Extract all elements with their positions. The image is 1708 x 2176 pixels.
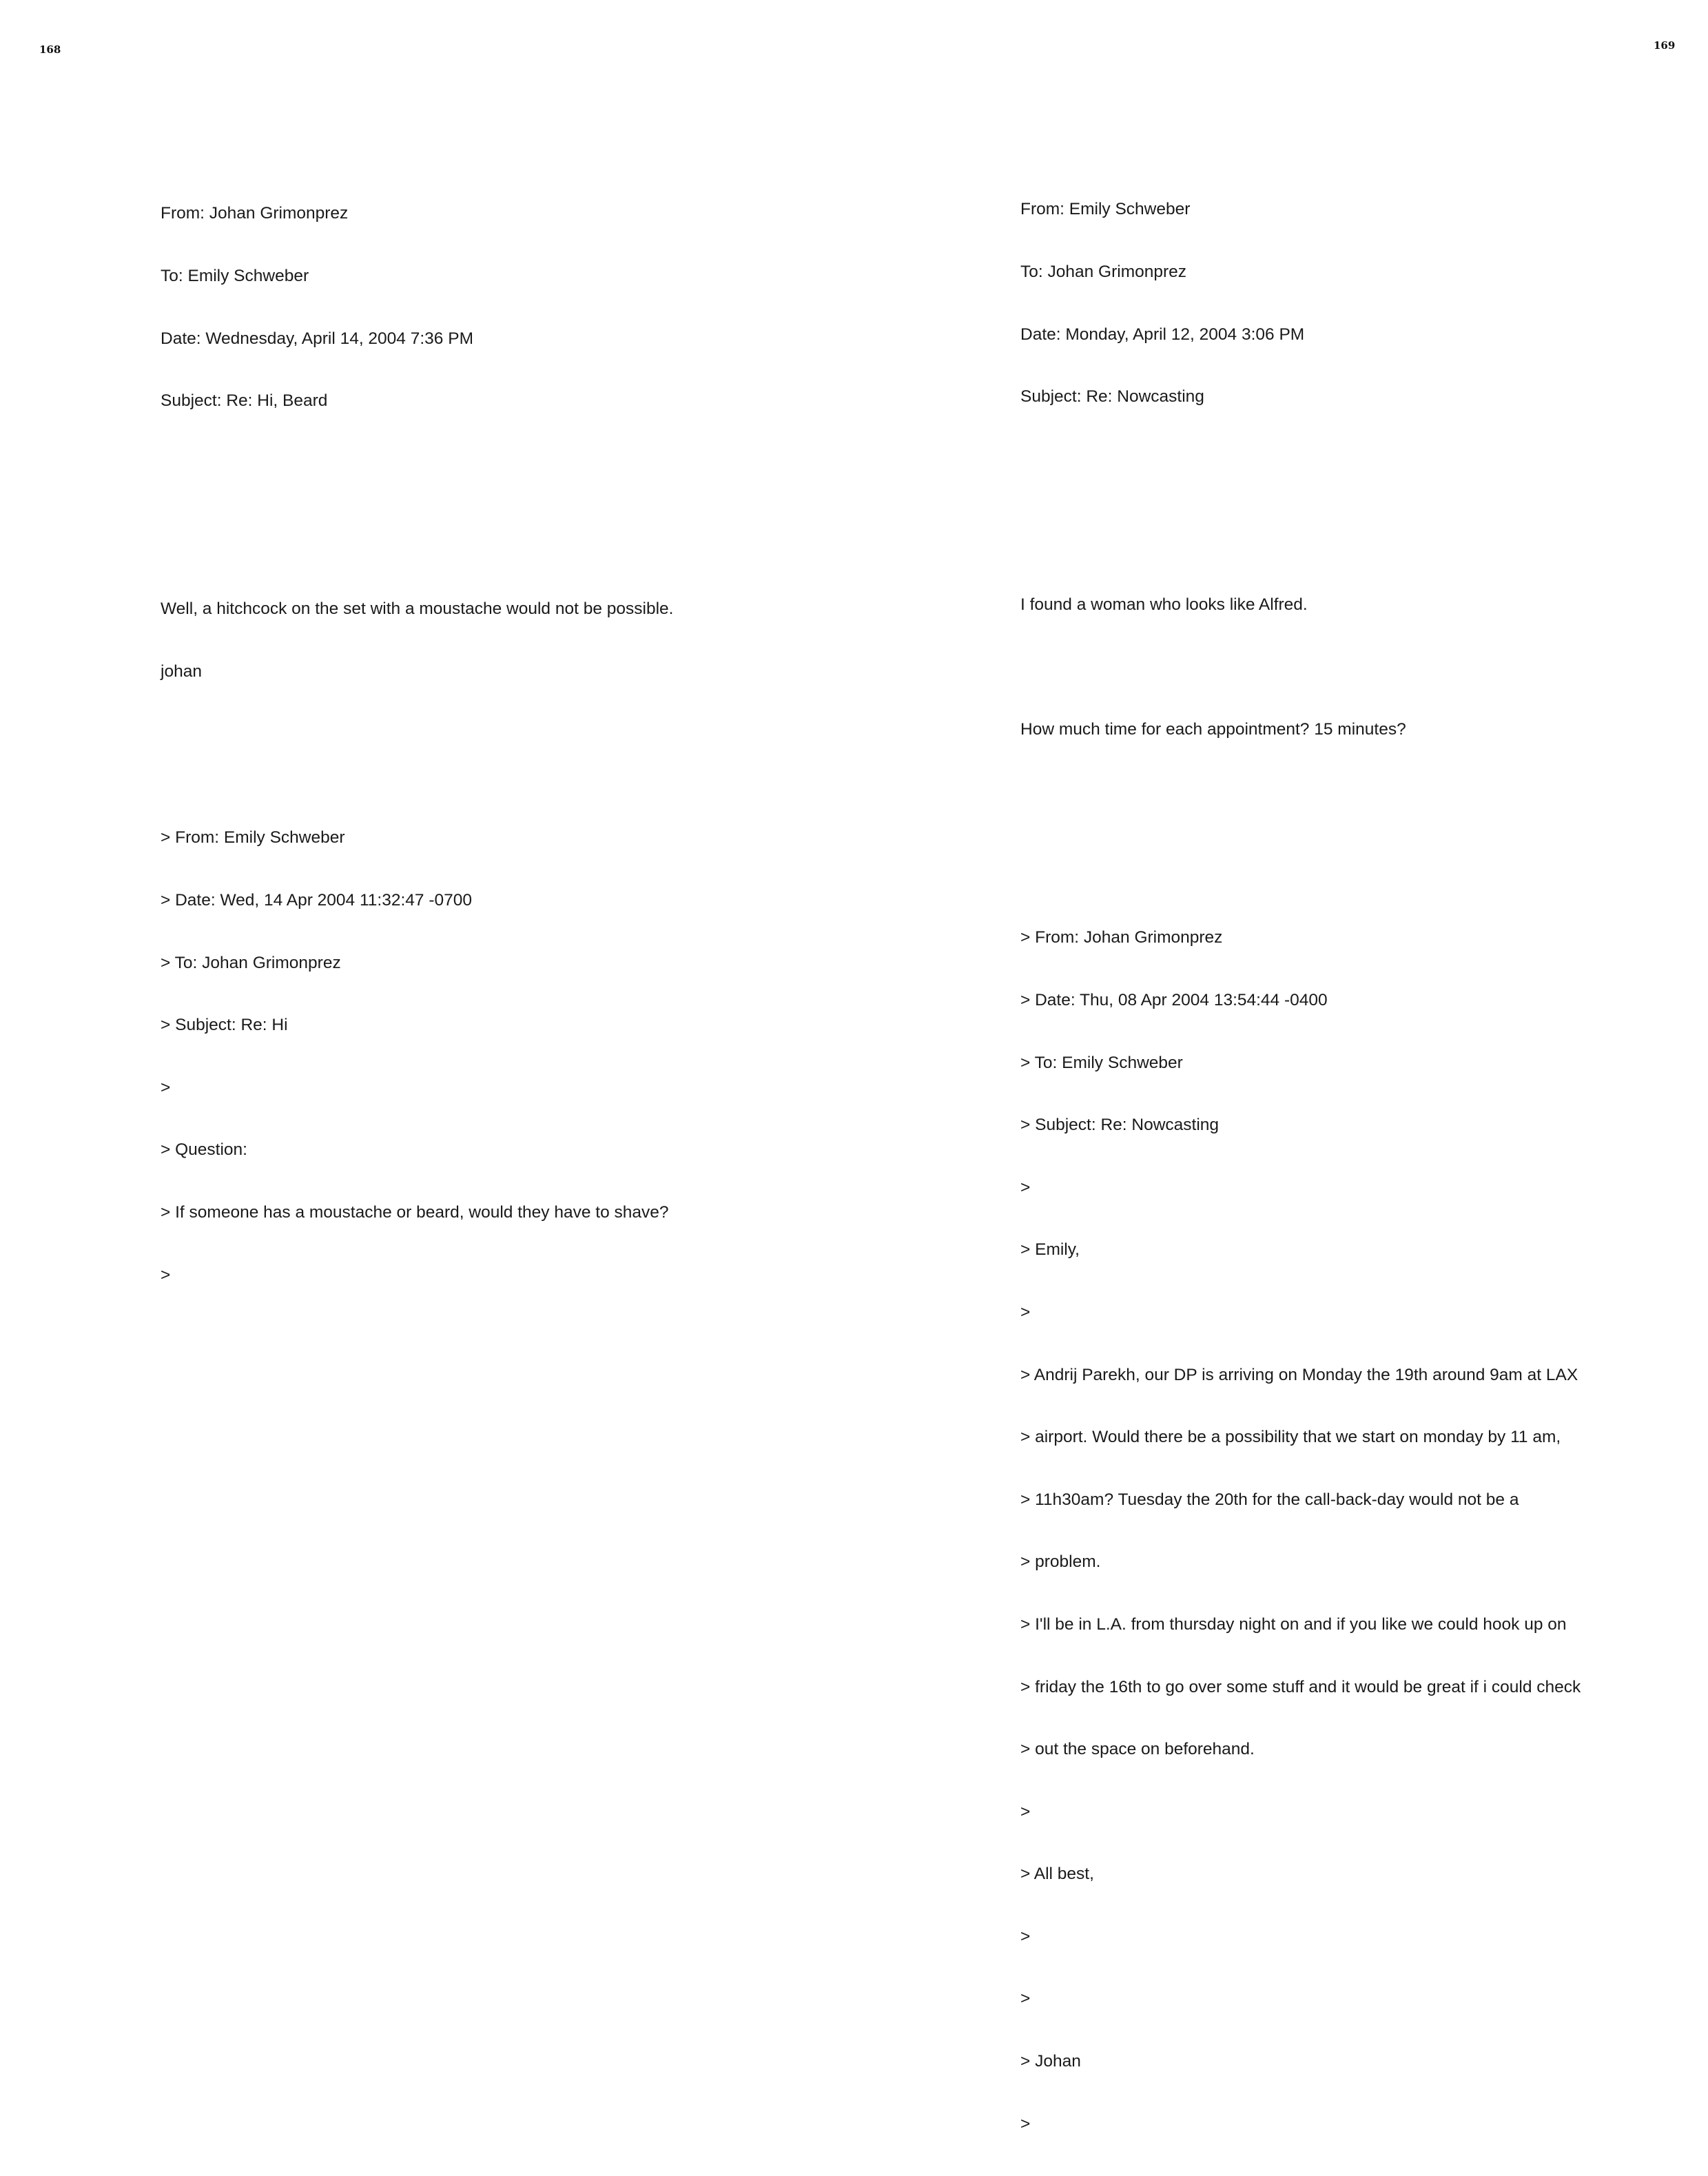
- email-message: [1020, 158, 1581, 2176]
- email-subject: Subject: Re: Hi, Beard: [161, 391, 328, 411]
- quoted-line: > Subject: Re: Hi: [161, 1016, 288, 1035]
- quoted-line: > If someone has a moustache or beard, would they have to shave?: [161, 1202, 669, 1222]
- quoted-line: > From: Johan Grimonprez: [1020, 928, 1223, 947]
- quoted-line: > friday the 16th to go over some stuff and it would be great if i could check: [1020, 1677, 1581, 1696]
- quoted-line: > Subject: Re: Nowcasting: [1020, 1116, 1220, 1135]
- email-date: Date: Wednesday, April 14, 2004 7:36 PM: [161, 329, 473, 348]
- quoted-line: > To: Johan Grimonprez: [161, 953, 341, 972]
- email-from: From: Johan Grimonprez: [161, 204, 349, 223]
- quoted-line: > I'll be in L.A. from thursday night on and if you like we could hook up on: [1020, 1614, 1567, 1634]
- quoted-line: >: [161, 1265, 171, 1284]
- quoted-line: > Question:: [161, 1140, 247, 1160]
- quoted-line: >: [1020, 1927, 1031, 1946]
- quoted-line: > To: Emily Schweber: [1020, 1053, 1183, 1072]
- email-from: From: Emily Schweber: [1020, 200, 1191, 219]
- quoted-line: > All best,: [1020, 1865, 1094, 1884]
- email-to: To: Johan Grimonprez: [1020, 263, 1187, 281]
- quoted-line: > out the space on beforehand.: [1020, 1740, 1255, 1759]
- quoted-line: > problem.: [1020, 1552, 1101, 1572]
- email-date: Date: Monday, April 12, 2004 3:06 PM: [1020, 325, 1305, 344]
- spacer: [161, 745, 674, 766]
- spacer: [161, 474, 674, 537]
- quoted-line: > From: Emily Schweber: [161, 828, 345, 848]
- email-subject: Subject: Re: Nowcasting: [1020, 387, 1204, 407]
- quoted-line: >: [1020, 1802, 1031, 1821]
- page-number: 168: [39, 43, 61, 56]
- body-line: How much time for each appointment? 15 minutes?: [1020, 720, 1406, 739]
- page-number: 169: [1654, 39, 1676, 52]
- quoted-line: > airport. Would there be a possibility that we start on monday by 11 am,: [1020, 1428, 1561, 1447]
- quoted-line: >: [1020, 1989, 1031, 2009]
- quoted-line: > Date: Wed, 14 Apr 2004 11:32:47 -0700: [161, 890, 472, 910]
- email-to: To: Emily Schweber: [161, 267, 309, 285]
- quoted-line: > Date: Thu, 08 Apr 2004 13:54:44 -0400: [1020, 990, 1328, 1009]
- body-line: johan: [161, 661, 202, 681]
- quoted-line: > Johan: [1020, 2052, 1081, 2071]
- email-message: [161, 162, 674, 1327]
- left-page: [0, 0, 854, 1284]
- quoted-line: > Emily,: [1020, 1240, 1080, 1260]
- right-page: [854, 0, 1708, 2133]
- quoted-line: >: [161, 1078, 171, 1097]
- quoted-line: >: [1020, 1178, 1031, 1197]
- spacer: [1020, 470, 1581, 533]
- spacer: [1020, 803, 1581, 865]
- quoted-line: >: [1020, 2114, 1031, 2133]
- body-line: I found a woman who looks like Alfred.: [1020, 595, 1308, 615]
- quoted-line: >: [1020, 1302, 1031, 1322]
- spacer: [1020, 657, 1581, 678]
- body-line: Well, a hitchcock on the set with a moustache would not be possible.: [161, 599, 674, 619]
- quoted-line: > 11h30am? Tuesday the 20th for the call-back-day would not be a: [1020, 1490, 1519, 1509]
- quoted-line: > Andrij Parekh, our DP is arriving on Monday the 19th around 9am at LAX: [1020, 1365, 1578, 1384]
